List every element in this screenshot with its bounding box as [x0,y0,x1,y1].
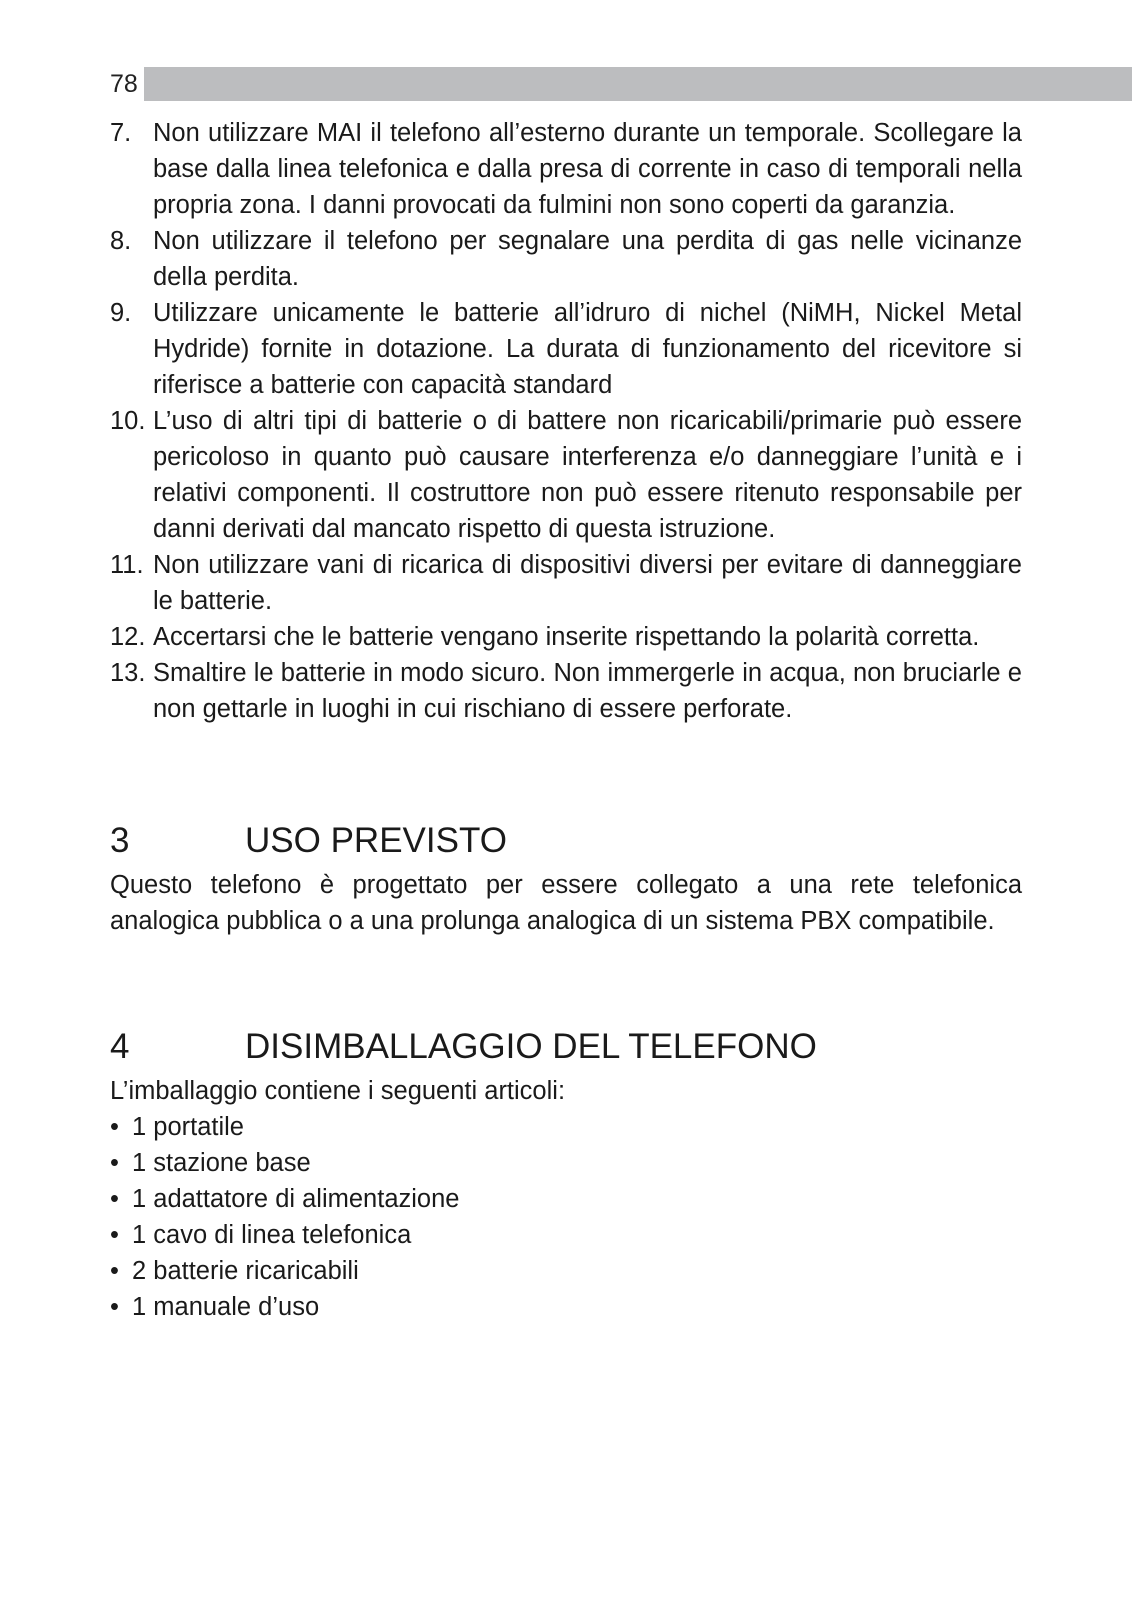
list-item-text: 1 manuale d’uso [132,1293,320,1321]
list-item-text: 2 batterie ricaricabili [132,1257,359,1285]
section-4-heading [110,1025,1022,1069]
bullet-icon: • [110,1257,119,1285]
list-item-text: 1 stazione base [132,1149,311,1177]
section-title: USO PREVISTO [245,821,507,860]
list-item-text: Non utilizzare vani di ricarica di dispositivi diversi per evitare di danneggiare le batterie. [153,551,1022,615]
list-item [110,1253,1022,1289]
list-item [110,619,1022,655]
list-item-text: Smaltire le batterie in modo sicuro. Non immergerle in acqua, non bruciarle e non gettarle in luoghi in cui rischiano di essere perforate. [153,659,1022,723]
list-item [110,1109,1022,1145]
page-content [110,115,1022,1325]
list-item-number: 13. [110,659,146,687]
section-4-intro: L’imballaggio contiene i seguenti articoli: [110,1077,566,1105]
list-item [110,1289,1022,1325]
safety-list [110,115,1022,727]
section-3-heading [110,819,1022,863]
list-item [110,223,1022,295]
bullet-icon: • [110,1149,119,1177]
list-item-number: 10. [110,407,146,435]
bullet-icon: • [110,1293,119,1321]
header-bar [110,67,1132,101]
page-number: 78 [110,67,144,101]
list-item-text: Utilizzare unicamente le batterie all’idruro di nichel (NiMH, Nickel Metal Hydride) fornite in dotazione. La durata di funzionamento del ricevitore si riferisce a batterie con capacità standard [153,299,1022,399]
list-item-text: 1 adattatore di alimentazione [132,1185,460,1213]
list-item-text: Non utilizzare MAI il telefono all’esterno durante un temporale. Scollegare la base dalla linea telefonica e dalla presa di corrente in caso di temporali nella propria zona. I danni provocati da fulmini non sono coperti da garanzia. [153,119,1022,219]
list-item-number: 7. [110,119,132,147]
list-item-number: 9. [110,299,132,327]
list-item-text: 1 portatile [132,1113,244,1141]
list-item [110,295,1022,403]
section-number: 3 [110,821,130,860]
section-number: 4 [110,1027,130,1066]
list-item-text: 1 cavo di linea telefonica [132,1221,412,1249]
package-contents-list [110,1109,1022,1325]
list-item [110,115,1022,223]
list-item-number: 11. [110,551,144,579]
list-item-text: L’uso di altri tipi di batterie o di battere non ricaricabili/primarie può essere pericoloso in quanto può causare interferenza e/o danneggiare l’unità e i relativi componenti. Il costruttore non può essere ritenuto responsabile per danni derivati dal mancato rispetto di questa istruzione. [153,407,1022,543]
section-3-body: Questo telefono è progettato per essere collegato a una rete telefonica analogica pubblica o a una prolunga analogica di un sistema PBX compatibile. [110,871,1022,935]
bullet-icon: • [110,1221,119,1249]
list-item [110,547,1022,619]
list-item [110,403,1022,547]
list-item [110,655,1022,727]
bullet-icon: • [110,1185,119,1213]
bullet-icon: • [110,1113,119,1141]
list-item-text: Accertarsi che le batterie vengano inserite rispettando la polarità corretta. [153,623,980,651]
section-title: DISIMBALLAGGIO DEL TELEFONO [245,1027,817,1066]
list-item [110,1145,1022,1181]
list-item [110,1217,1022,1253]
list-item-text: Non utilizzare il telefono per segnalare una perdita di gas nelle vicinanze della perdita. [153,227,1022,291]
list-item-number: 12. [110,623,146,651]
list-item [110,1181,1022,1217]
list-item-number: 8. [110,227,132,255]
